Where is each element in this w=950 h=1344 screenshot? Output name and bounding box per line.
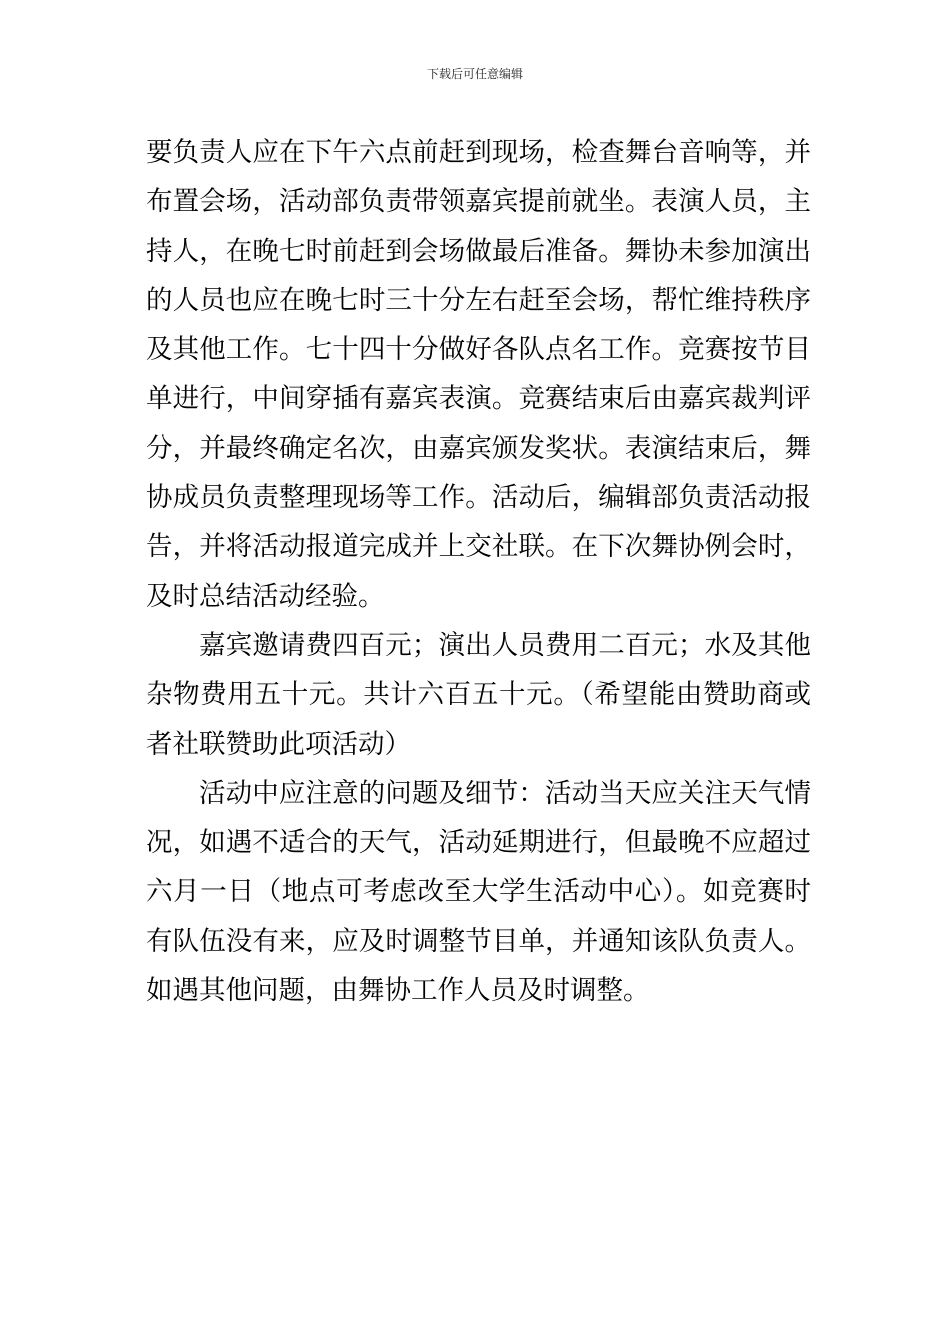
document-body	[146, 128, 811, 1015]
paragraph-budget: 嘉宾邀请费四百元；演出人员费用二百元；水及其他杂物费用五十元。共计六百五十元。（希望能由赞助商或者社联赞助此项活动）	[146, 629, 811, 760]
page-header: 下载后可任意编辑	[426, 67, 523, 81]
paragraph-notes: 活动中应注意的问题及细节：活动当天应关注天气情况，如遇不适合的天气，活动延期进行，但最晚不应超过六月一日（地点可考虑改至大学生活动中心）。如竞赛时有队伍没有来，应及时调整节目单，并通知该队负责人。如遇其他问题，由舞协工作人员及时调整。	[146, 777, 811, 1007]
paragraph-schedule: 要负责人应在下午六点前赶到现场，检查舞台音响等，并布置会场，活动部负责带领嘉宾提前就坐。表演人员，主持人，在晚七时前赶到会场做最后准备。舞协未参加演出的人员也应在晚七时三十分左右赶至会场，帮忙维持秩序及其他工作。七十四十分做好各队点名工作。竞赛按节目单进行，中间穿插有嘉宾表演。竞赛结束后由嘉宾裁判评分，并最终确定名次，由嘉宾颁发奖状。表演结束后，舞协成员负责整理现场等工作。活动后，编辑部负责活动报告，并将活动报道完成并上交社联。在下次舞协例会时，及时总结活动经验。	[146, 137, 811, 612]
